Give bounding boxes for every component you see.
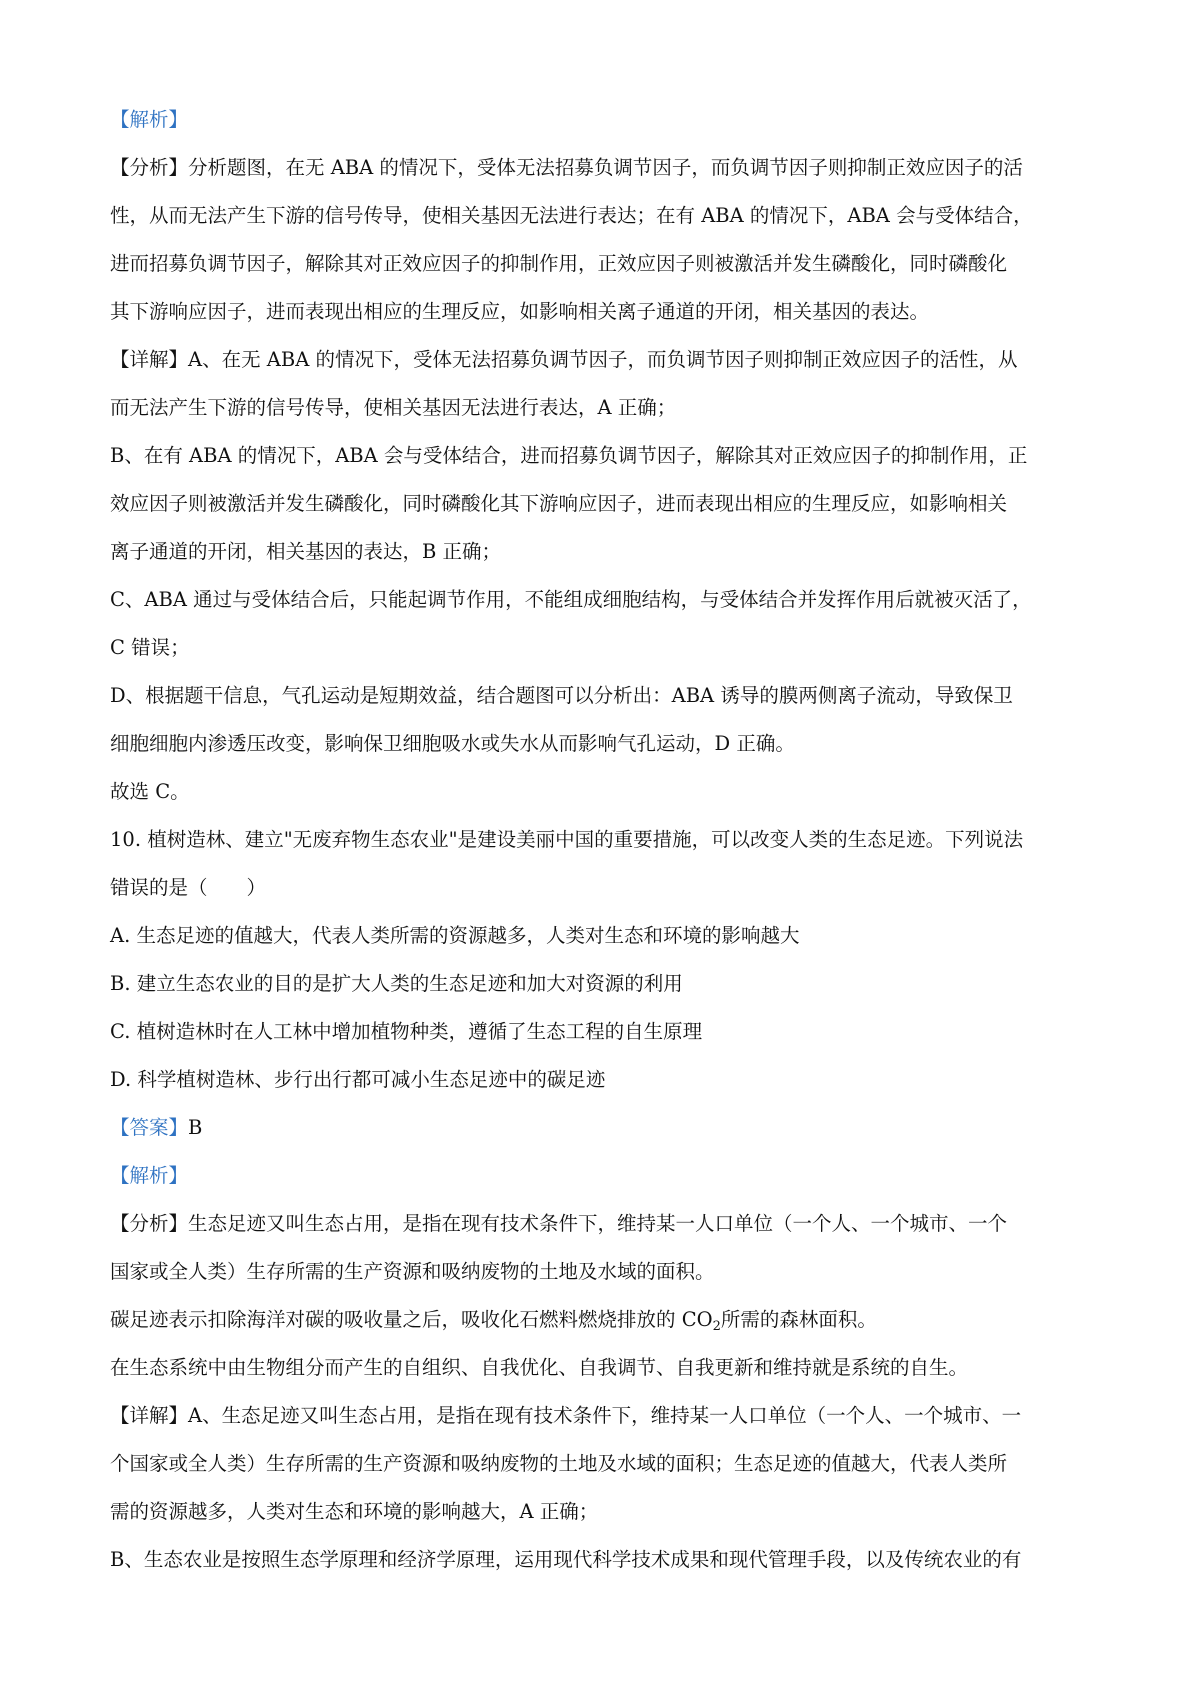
detail-paragraph-line: 个国家或全人类）生存所需的生产资源和吸纳废物的土地及水域的面积；生态足迹的值越大，代表人类所 <box>110 1452 1008 1475</box>
jiexi-tag: 【解析】 <box>110 108 189 131</box>
answer-value: B <box>188 1116 203 1139</box>
analysis-heading <box>110 96 1100 144</box>
analysis-tag: 【分析】 <box>110 1212 189 1235</box>
conclusion-line: 故选 C。 <box>110 780 190 803</box>
question-option-c: C. 植树造林时在人工林中增加植物种类，遵循了生态工程的自生原理 <box>110 1020 703 1043</box>
question-stem-line: 错误的是（ ） <box>110 876 267 899</box>
analysis-heading <box>110 1152 1100 1200</box>
question-option-a: A. 生态足迹的值越大，代表人类所需的资源越多，人类对生态和环境的影响越大 <box>110 924 800 947</box>
detail-option-b-line: B、生态农业是按照生态学原理和经济学原理，运用现代科学技术成果和现代管理手段，以及传统农业的有 <box>110 1548 1022 1571</box>
detail-paragraph-line <box>110 1392 1100 1440</box>
analysis-paragraph-line: 进而招募负调节因子，解除其对正效应因子的抑制作用，正效应因子则被激活并发生磷酸化，同时磷酸化 <box>110 252 1008 275</box>
detail-option-b-line: 离子通道的开闭，相关基因的表达，B 正确； <box>110 540 502 563</box>
detail-tag: 【详解】 <box>110 1404 189 1427</box>
question-option-b: B. 建立生态农业的目的是扩大人类的生态足迹和加大对资源的利用 <box>110 972 683 995</box>
carbon-text-pre: 碳足迹表示扣除海洋对碳的吸收量之后，吸收化石燃料燃烧排放的 CO <box>110 1308 713 1331</box>
analysis-tag: 【分析】 <box>110 156 189 179</box>
detail-option-c-line: C、ABA 通过与受体结合后，只能起调节作用，不能组成细胞结构，与受体结合并发挥作用后就被灭活了， <box>110 588 1032 611</box>
detail-paragraph-line: 而无法产生下游的信号传导，使相关基因无法进行表达，A 正确； <box>110 396 677 419</box>
analysis-text: 生态足迹又叫生态占用，是指在现有技术条件下，维持某一人口单位（一个人、一个城市、一个 <box>188 1212 1008 1235</box>
detail-option-d-line: 细胞细胞内渗透压改变，影响保卫细胞吸水或失水从而影响气孔运动，D 正确。 <box>110 732 795 755</box>
document-page <box>110 96 1100 1584</box>
answer-line <box>110 1104 1100 1152</box>
detail-option-d-line: D、根据题干信息，气孔运动是短期效益，结合题图可以分析出：ABA 诱导的膜两侧离子流动，导致保卫 <box>110 684 1013 707</box>
analysis-text: 分析题图，在无 ABA 的情况下，受体无法招募负调节因子，而负调节因子则抑制正效应因子的活 <box>188 156 1023 179</box>
detail-option-b-line: 效应因子则被激活并发生磷酸化，同时磷酸化其下游响应因子，进而表现出相应的生理反应，如影响相关 <box>110 492 1008 515</box>
detail-text: A、生态足迹又叫生态占用，是指在现有技术条件下，维持某一人口单位（一个人、一个城市、一 <box>188 1404 1022 1427</box>
analysis-paragraph-line <box>110 1200 1100 1248</box>
detail-option-b-line: B、在有 ABA 的情况下，ABA 会与受体结合，进而招募负调节因子，解除其对正效应因子的抑制作用，正 <box>110 444 1028 467</box>
detail-paragraph-line <box>110 336 1100 384</box>
detail-text: A、在无 ABA 的情况下，受体无法招募负调节因子，而负调节因子则抑制正效应因子的活性，从 <box>188 348 1018 371</box>
analysis-paragraph-line: 国家或全人类）生存所需的生产资源和吸纳废物的土地及水域的面积。 <box>110 1260 715 1283</box>
answer-tag: 【答案】 <box>110 1116 189 1139</box>
carbon-footprint-line <box>110 1296 1100 1344</box>
analysis-paragraph-line: 性，从而无法产生下游的信号传导，使相关基因无法进行表达；在有 ABA 的情况下，ABA 会与受体结合， <box>110 204 1033 227</box>
question-stem-line: 10. 植树造林、建立"无废弃物生态农业"是建设美丽中国的重要措施，可以改变人类的生态足迹。下列说法 <box>110 828 1024 851</box>
co2-subscript: 2 <box>712 1319 721 1334</box>
analysis-paragraph-line: 在生态系统中由生物组分而产生的自组织、自我优化、自我调节、自我更新和维持就是系统的自生。 <box>110 1356 969 1379</box>
question-option-d: D. 科学植树造林、步行出行都可减小生态足迹中的碳足迹 <box>110 1068 606 1091</box>
jiexi-tag: 【解析】 <box>110 1164 189 1187</box>
analysis-paragraph-line: 其下游响应因子，进而表现出相应的生理反应，如影响相关离子通道的开闭，相关基因的表达。 <box>110 300 930 323</box>
carbon-text-post: 所需的森林面积。 <box>720 1308 877 1331</box>
analysis-paragraph-line <box>110 144 1100 192</box>
detail-paragraph-line: 需的资源越多，人类对生态和环境的影响越大，A 正确； <box>110 1500 599 1523</box>
detail-option-c-line: C 错误； <box>110 636 190 659</box>
detail-tag: 【详解】 <box>110 348 189 371</box>
